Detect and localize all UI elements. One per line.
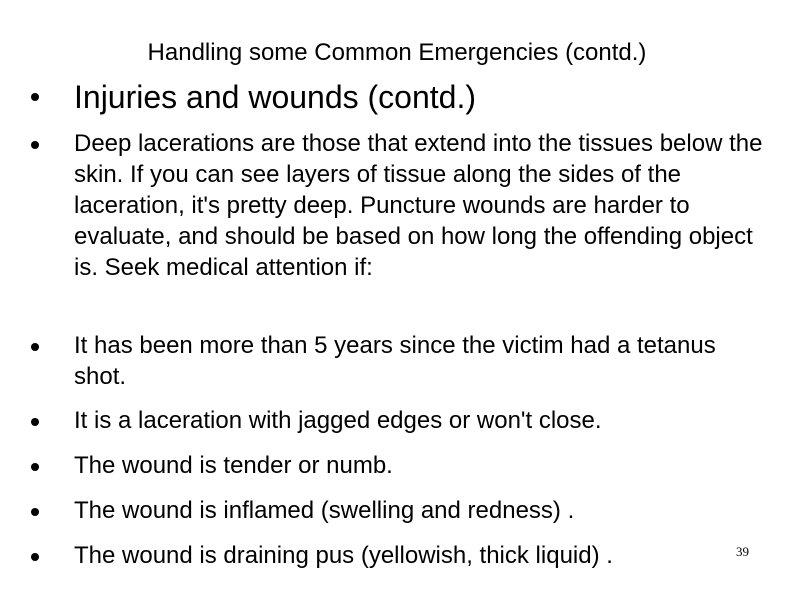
bullet-text: Deep lacerations are those that extend into the tissues below the skin. If you can see layers of tissue along the sides of the laceration, it's pretty deep. Puncture wounds are harder to evaluate, and should be based on how long the offending object is. Seek medical attention if: xyxy=(74,130,763,281)
bullet-text: The wound is draining pus (yellowish, thick liquid) . xyxy=(74,542,613,569)
bullet-item xyxy=(74,405,764,436)
heading-text: Injuries and wounds (contd.) xyxy=(74,79,476,115)
bullet-icon xyxy=(31,463,39,471)
bullet-heading xyxy=(74,78,764,116)
bullet-text: It has been more than 5 years since the victim had a tetanus shot. xyxy=(74,332,716,390)
bullet-item xyxy=(74,330,764,392)
bullet-icon xyxy=(31,553,39,561)
bullet-text: The wound is inflamed (swelling and redness) . xyxy=(74,497,575,524)
bullet-text: It is a laceration with jagged edges or won't close. xyxy=(74,407,602,434)
page-number: 39 xyxy=(736,544,749,559)
bullet-text: The wound is tender or numb. xyxy=(74,452,393,479)
bullet-item xyxy=(74,540,764,571)
bullet-icon xyxy=(31,418,39,426)
bullet-icon xyxy=(31,508,39,516)
bullet-icon xyxy=(31,93,39,101)
slide-title: Handling some Common Emergencies (contd.) xyxy=(147,39,647,66)
bullet-item xyxy=(74,128,764,283)
bullet-item xyxy=(74,495,764,526)
bullet-item xyxy=(74,450,764,481)
bullet-icon xyxy=(31,141,39,149)
bullet-icon xyxy=(31,343,39,351)
